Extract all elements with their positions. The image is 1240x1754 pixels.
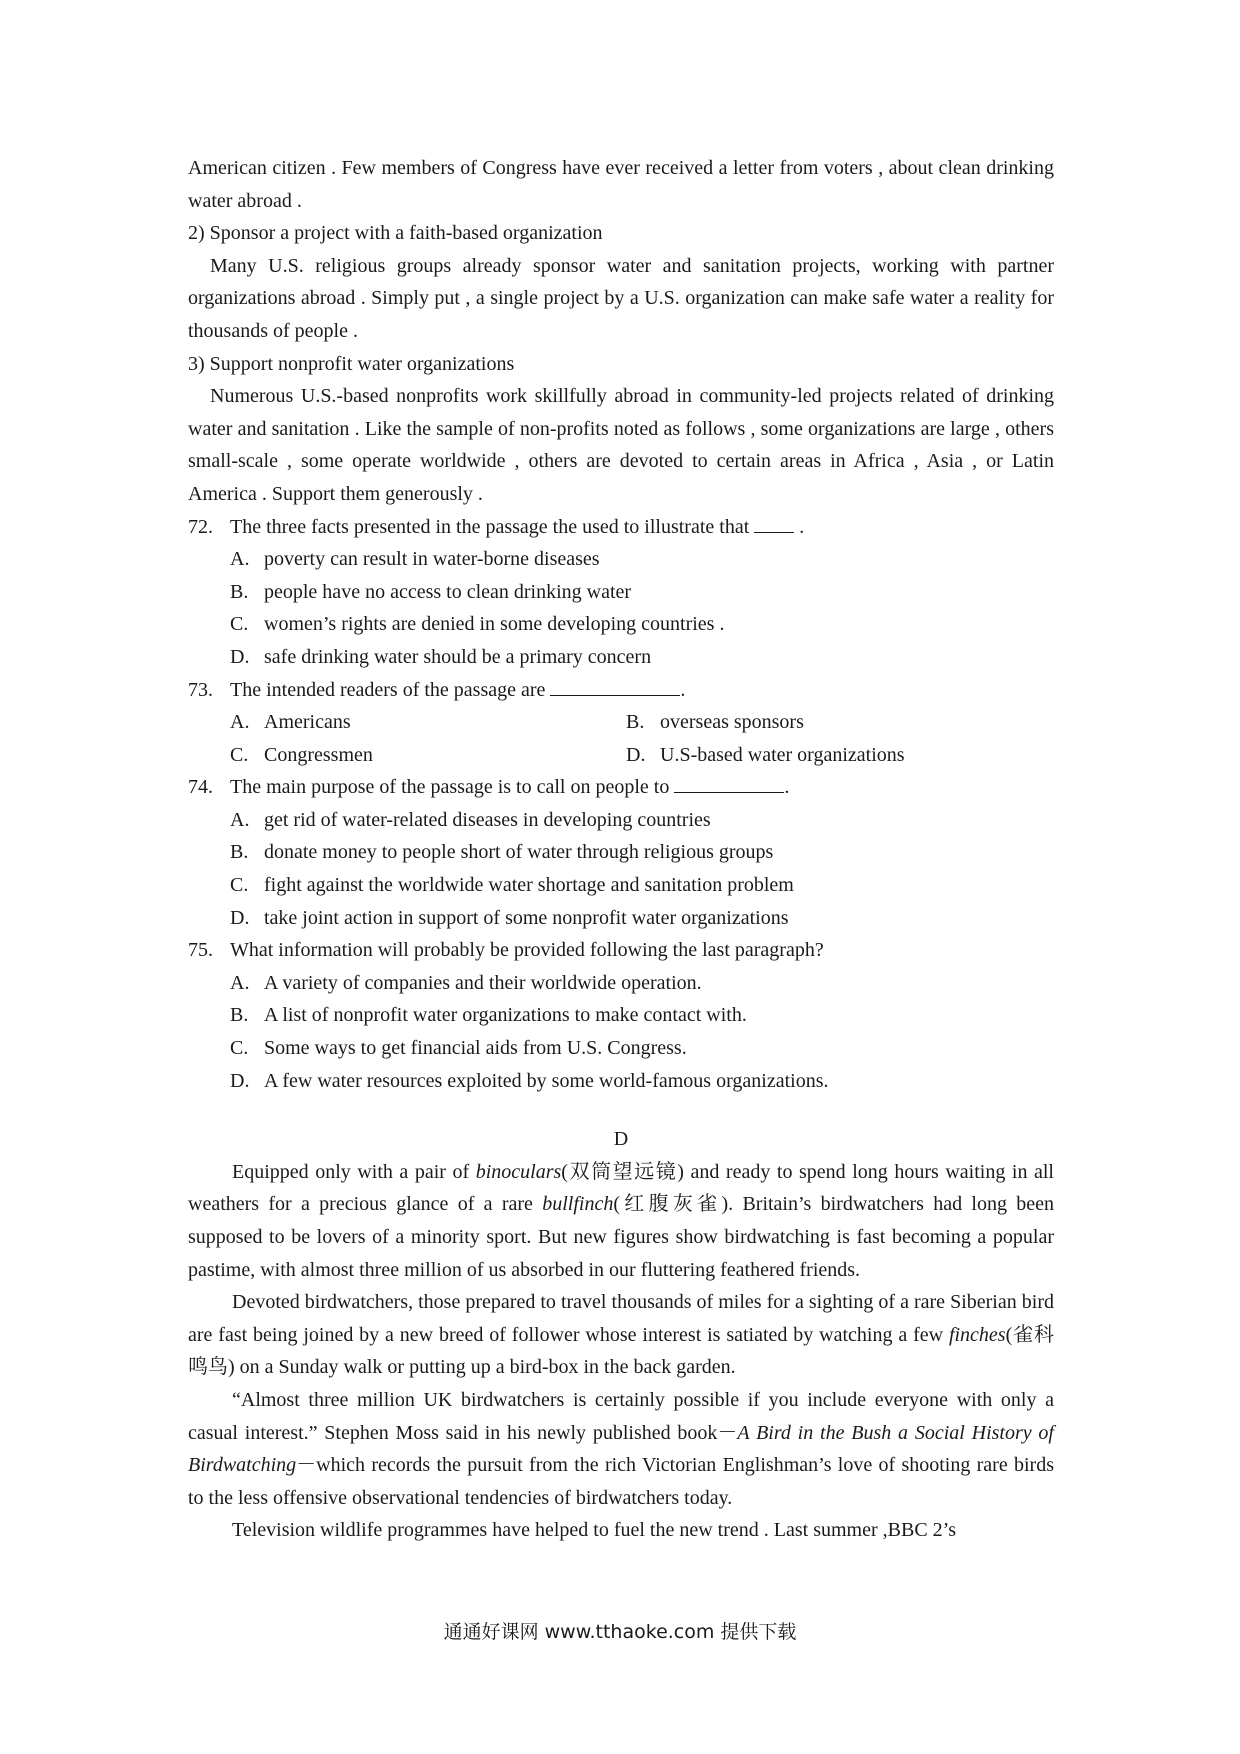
section-d-paragraph-2 <box>188 1286 1054 1384</box>
option-letter: B. <box>230 580 249 603</box>
question-number: 73. <box>188 678 213 701</box>
point-3-body: Numerous U.S.-based nonprofits work skillfully abroad in community-led projects related of drinking water and sanitation . Like the sample of non-profits noted as follows , some organizations are large , others small-scale , some operate worldwide , others are devoted to certain areas in Africa , Asia , or Latin America . Support them generously . <box>188 385 1054 505</box>
question-stem: The intended readers of the passage are <box>230 678 546 701</box>
answer-blank <box>674 774 784 793</box>
option-a <box>230 804 1054 837</box>
option-d <box>230 902 1054 935</box>
question-stem: The three facts presented in the passage the used to illustrate that <box>230 515 750 538</box>
page-content <box>188 152 1054 1547</box>
option-letter: A. <box>230 971 250 994</box>
option-b <box>230 999 1054 1032</box>
option-text: overseas sponsors <box>660 711 804 734</box>
passage-continuation: American citizen . Few members of Congress have ever received a letter from voters , about clean drinking water abroad . <box>188 157 1054 212</box>
option-text: A few water resources exploited by some world-famous organizations. <box>264 1069 829 1092</box>
option-letter: D. <box>230 645 250 668</box>
section-d-paragraph-4 <box>188 1514 1054 1547</box>
answer-blank <box>550 677 680 696</box>
option-text: fight against the worldwide water shortage and sanitation problem <box>264 874 794 897</box>
option-text: poverty can result in water-borne diseases <box>264 548 600 571</box>
option-b <box>626 706 1022 739</box>
option-text: A list of nonprofit water organizations to make contact with. <box>264 1004 747 1027</box>
book-title: A Bird in the Bush a Social History of Birdwatching <box>188 1421 1054 1477</box>
option-b <box>230 576 1054 609</box>
question-number: 72. <box>188 515 213 538</box>
text-run: (雀科鸣鸟) on a Sunday walk or putting up a bird-box in the back garden. <box>188 1323 1054 1379</box>
option-text: get rid of water-related diseases in developing countries <box>264 808 711 831</box>
question-stem: The main purpose of the passage is to call on people to <box>230 776 670 799</box>
option-letter: C. <box>230 1037 249 1060</box>
italic-term: binoculars <box>475 1160 562 1183</box>
question-tail: . <box>680 678 686 701</box>
option-row <box>230 739 1054 772</box>
text-run: “Almost three million UK birdwatchers is certainly possible if you include everyone with only a casual interest.” Stephen Moss said in his newly published book－ <box>188 1388 1054 1444</box>
option-text: donate money to people short of water through religious groups <box>264 841 774 864</box>
option-letter: B. <box>626 711 645 734</box>
text-run: (双筒望远镜) and ready to spend long hours waiting in all weathers for a precious glance of a rare <box>188 1160 1054 1216</box>
option-letter: D. <box>230 906 250 929</box>
option-c <box>230 608 1054 641</box>
option-letter: B. <box>230 1004 249 1027</box>
option-text: U.S-based water organizations <box>660 743 905 766</box>
text-run: Devoted birdwatchers, those prepared to travel thousands of miles for a sighting of a rare Siberian bird are fast being joined by a new breed of follower whose interest is satiated by watching a few <box>188 1291 1054 1346</box>
question-73 <box>188 674 1054 772</box>
option-row <box>230 706 1054 739</box>
option-letter: D. <box>230 1069 250 1092</box>
option-text: Congressmen <box>264 743 373 766</box>
question-75 <box>188 934 1054 1097</box>
option-text: A variety of companies and their worldwide operation. <box>264 971 702 994</box>
question-number: 74. <box>188 776 213 799</box>
question-stem: What information will probably be provided following the last paragraph? <box>230 939 824 962</box>
text-run: (红腹灰雀). Britain’s birdwatchers had long been supposed to be lovers of a minority sport. But new figures show birdwatching is fast becoming a popular pastime, with almost three million of us absorbed in our fluttering feathered friends. <box>188 1193 1054 1281</box>
italic-term: bullfinch <box>542 1193 614 1216</box>
option-letter: A. <box>230 548 250 571</box>
option-text: take joint action in support of some nonprofit water organizations <box>264 906 789 929</box>
option-b <box>230 836 1054 869</box>
option-a <box>230 543 1054 576</box>
option-d <box>230 1065 1054 1098</box>
question-number: 75. <box>188 939 213 962</box>
option-letter: A. <box>230 711 250 734</box>
section-d-paragraph-1 <box>188 1156 1054 1286</box>
option-d <box>230 641 1054 674</box>
option-a <box>230 706 626 739</box>
option-letter: D. <box>626 743 646 766</box>
text-run: －which records the pursuit from the rich Victorian Englishman’s love of shooting rare birds to the less offensive observational tendencies of birdwatchers today. <box>188 1454 1054 1509</box>
question-74 <box>188 771 1054 934</box>
option-letter: C. <box>230 743 249 766</box>
option-letter: C. <box>230 613 249 636</box>
section-heading-d: D <box>613 1128 629 1151</box>
option-text: people have no access to clean drinking water <box>264 580 632 603</box>
answer-blank <box>754 514 794 533</box>
option-text: Some ways to get financial aids from U.S. Congress. <box>264 1037 687 1060</box>
section-d-paragraph-3 <box>188 1384 1054 1514</box>
text-run: Equipped only with a pair of <box>232 1160 476 1183</box>
text-run: Television wildlife programmes have helped to fuel the new trend . Last summer ,BBC 2’s <box>232 1519 956 1542</box>
option-text: Americans <box>264 711 351 734</box>
option-c <box>230 739 626 772</box>
option-letter: A. <box>230 808 250 831</box>
option-c <box>230 1032 1054 1065</box>
question-tail: . <box>799 515 805 538</box>
option-letter: B. <box>230 841 249 864</box>
point-2-body: Many U.S. religious groups already sponsor water and sanitation projects, working with partner organizations abroad . Simply put , a single project by a U.S. organization can make safe water a reality for thousands of people . <box>188 254 1054 342</box>
point-3-heading: 3) Support nonprofit water organizations <box>188 352 515 375</box>
page-footer: 通通好课网 www.tthaoke.com 提供下载 <box>443 1621 797 1643</box>
italic-term: finches <box>948 1323 1006 1346</box>
option-letter: C. <box>230 874 249 897</box>
option-a <box>230 967 1054 1000</box>
option-c <box>230 869 1054 902</box>
question-72 <box>188 511 1054 674</box>
question-tail: . <box>784 776 790 799</box>
option-d <box>626 739 1022 772</box>
option-text: safe drinking water should be a primary concern <box>264 645 652 668</box>
option-text: women’s rights are denied in some developing countries . <box>264 613 725 636</box>
point-2-heading: 2) Sponsor a project with a faith-based organization <box>188 222 603 245</box>
